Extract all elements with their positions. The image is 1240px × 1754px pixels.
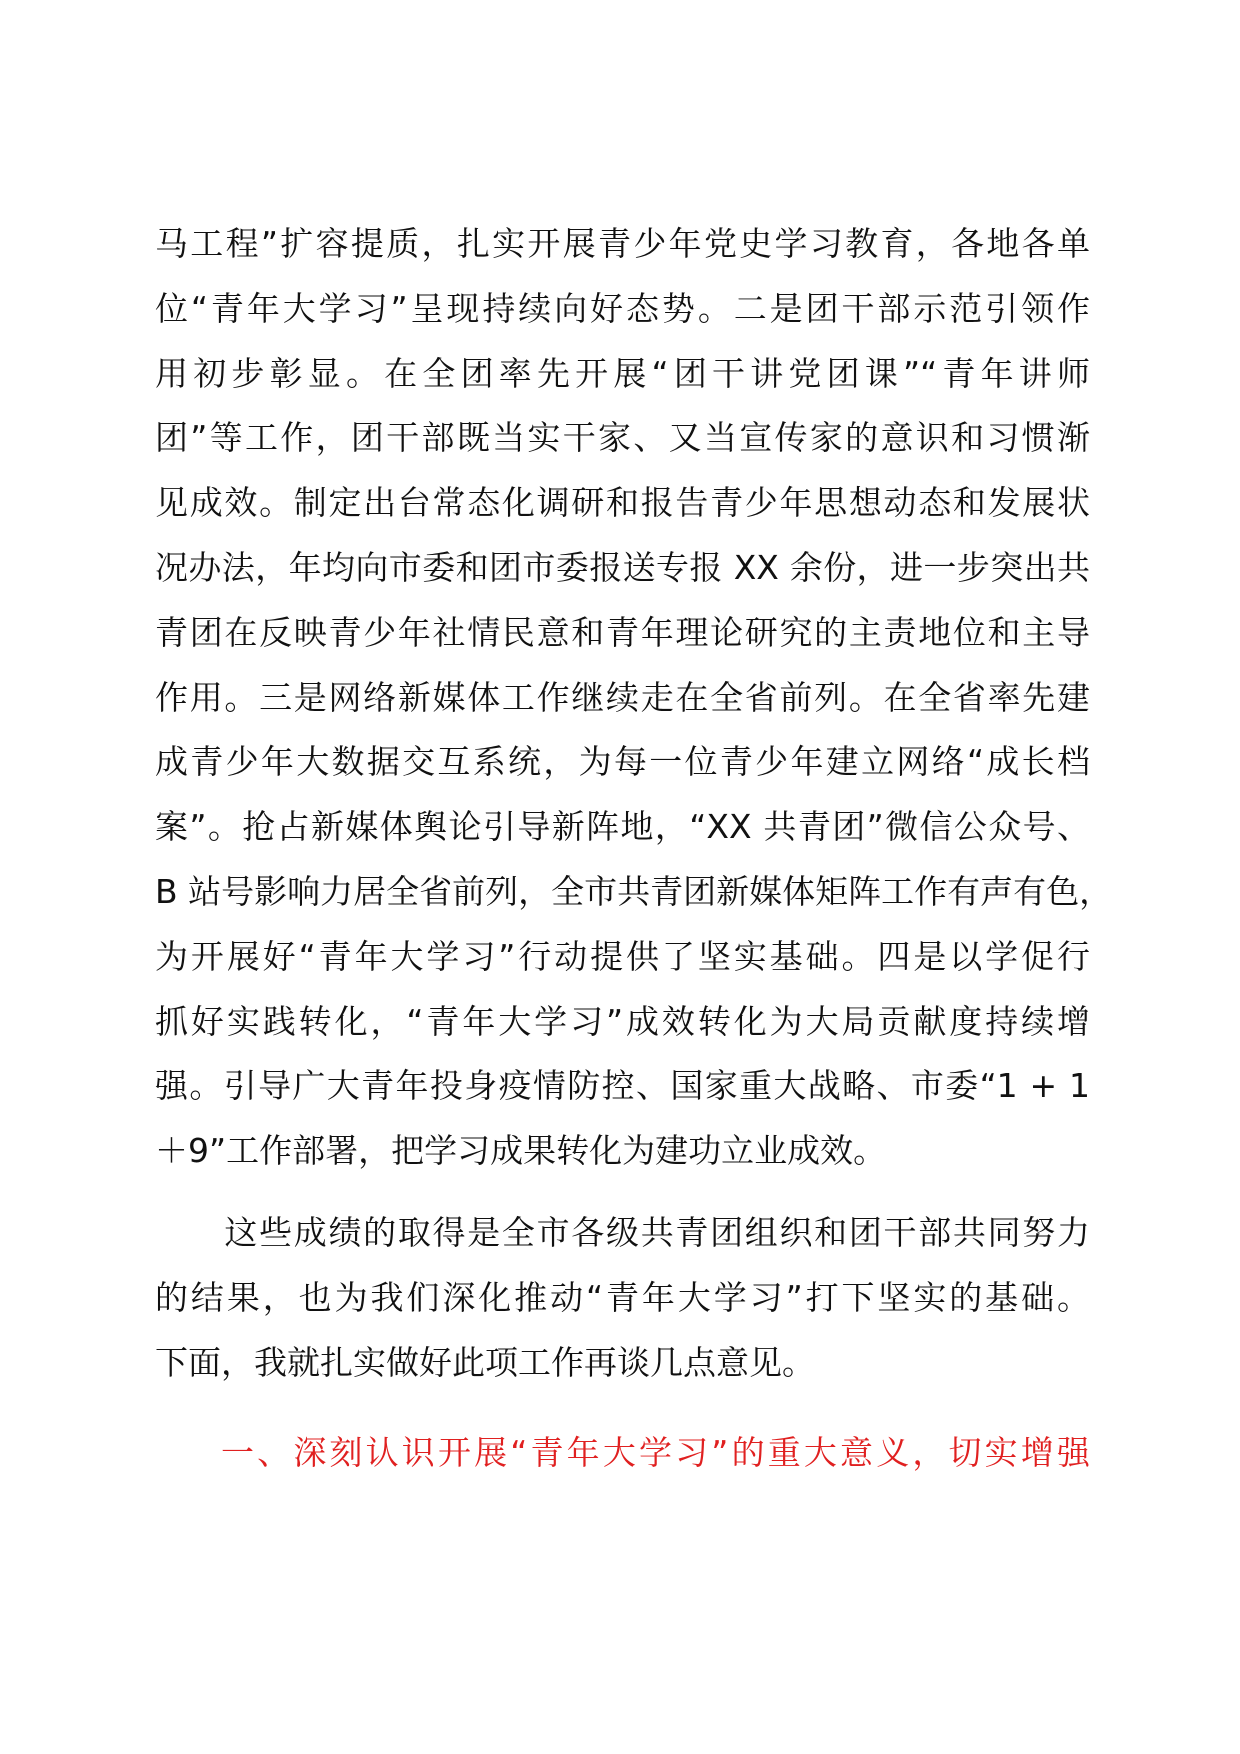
- document-body: [155, 212, 1113, 1486]
- text-line: 强。引导广大青年投身疫情防控、国家重大战略、市委“1 + 1: [155, 1066, 1090, 1106]
- text-line: 下面，我就扎实做好此项工作再谈几点意见。: [155, 1342, 815, 1382]
- text-line: 位“青年大学习”呈现持续向好态势。二是团干部示范引领作: [155, 288, 1090, 328]
- paragraph-2: [155, 1201, 1090, 1395]
- text-line: B 站号影响力居全省前列，全市共青团新媒体矩阵工作有声有色，: [155, 871, 1113, 911]
- section-heading: 一、深刻认识开展“青年大学习”的重大意义，切实增强: [221, 1433, 1090, 1473]
- text-line: 用初步彰显。在全团率先开展“团干讲党团课”“青年讲师: [155, 353, 1090, 393]
- text-line: 这些成绩的取得是全市各级共青团组织和团干部共同努力: [155, 1212, 1090, 1252]
- text-line: 案”。抢占新媒体舆论引导新阵地，“XX 共青团”微信公众号、: [155, 807, 1090, 847]
- paragraph-1: [155, 212, 1113, 1184]
- text-line: 为开展好“青年大学习”行动提供了坚实基础。四是以学促行: [155, 936, 1090, 976]
- text-line: ＋9”工作部署，把学习成果转化为建功立业成效。: [155, 1131, 887, 1171]
- text-line: 青团在反映青少年社情民意和青年理论研究的主责地位和主导: [155, 612, 1090, 652]
- text-line: 抓好实践转化，“青年大学习”成效转化为大局贡献度持续增: [155, 1001, 1090, 1041]
- text-line: 团”等工作，团干部既当实干家、又当宣传家的意识和习惯渐: [155, 418, 1090, 458]
- text-line: 作用。三是网络新媒体工作继续走在全省前列。在全省率先建: [155, 677, 1090, 717]
- text-line: 成青少年大数据交互系统，为每一位青少年建立网络“成长档: [155, 742, 1090, 782]
- text-line: 马工程”扩容提质，扎实开展青少年党史学习教育，各地各单: [155, 224, 1090, 263]
- paragraph-spacer: [155, 1184, 1090, 1201]
- text-line: 况办法，年均向市委和团市委报送专报 XX 余份，进一步突出共: [155, 547, 1090, 587]
- heading-spacer: [155, 1395, 1090, 1421]
- text-line: 见成效。制定出台常态化调研和报告青少年思想动态和发展状: [155, 483, 1090, 523]
- text-line: 的结果，也为我们深化推动“青年大学习”打下坚实的基础。: [155, 1277, 1090, 1317]
